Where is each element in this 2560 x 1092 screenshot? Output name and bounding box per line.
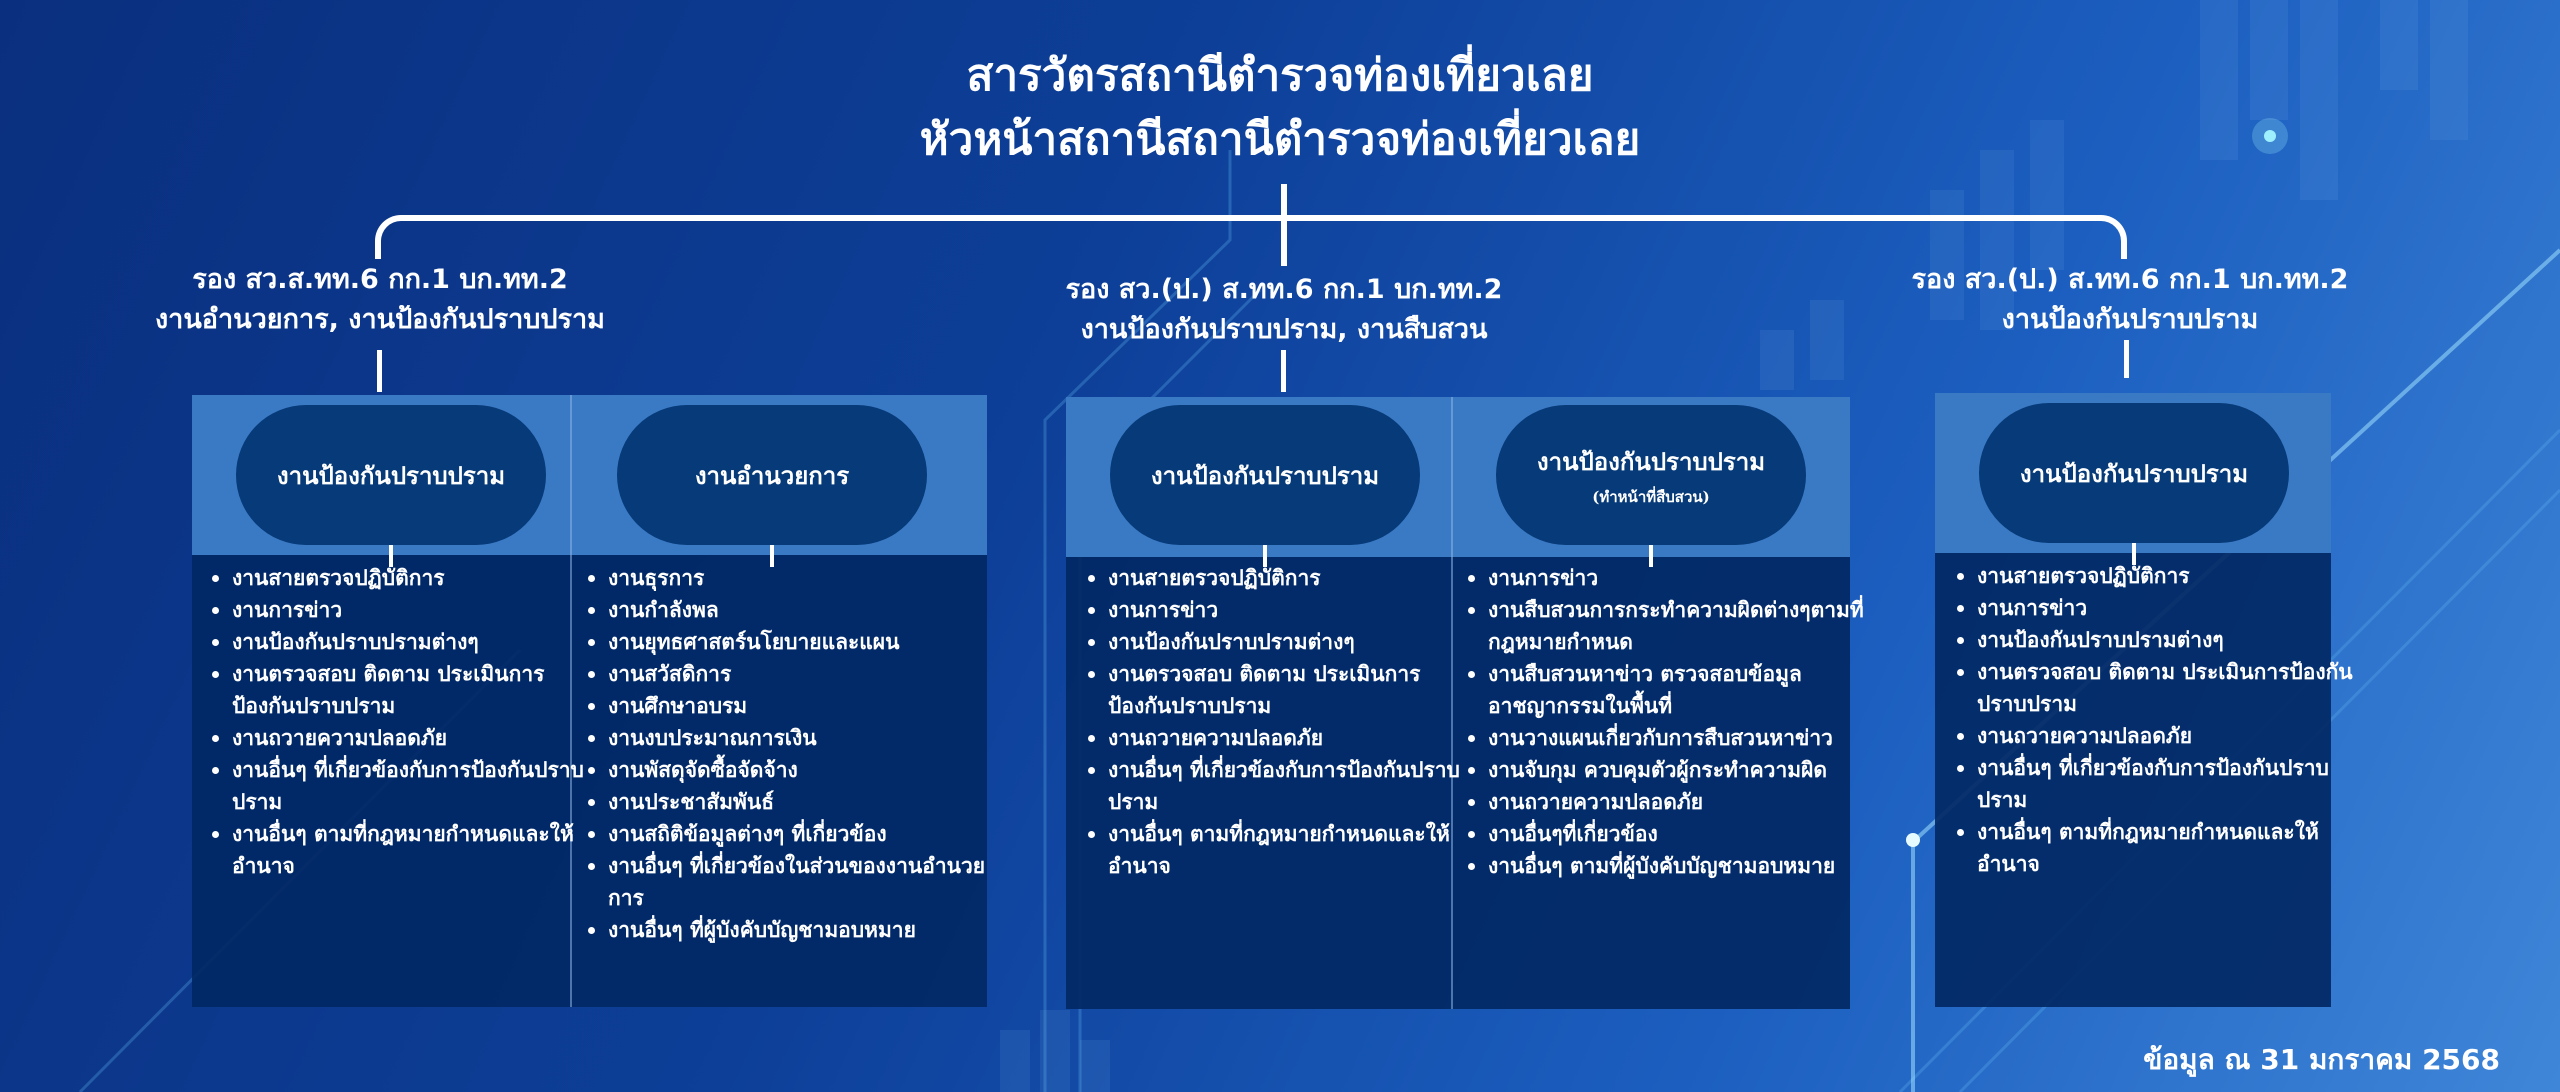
duty-item: • งานการข่าว [232,594,590,626]
duty-item: • งานงบประมาณการเงิน [608,722,1008,754]
duty-item: • งานถวายความปลอดภัย [1977,720,2353,752]
deputy-3-connector [2124,340,2129,378]
duty-item: • งานอื่นๆ ที่ผู้บังคับบัญชามอบหมาย [608,914,1008,946]
unit-title-prevention [1979,403,2289,543]
deputy-label-3 [1880,260,2380,340]
page-subtitle: หัวหน้าสถานีสถานีตำรวจท่องเที่ยวเลย [919,114,1641,165]
deputy-1-connector [377,350,382,392]
deputy-2-duty: งานป้องกันปราบปราม, งานสืบสวน [1080,314,1488,345]
unit-title-text: งานป้องกันปราบปราม [1150,460,1380,490]
duty-list-investigation [1458,562,1874,882]
unit-panel-1 [192,395,987,1007]
duty-list-prevention [1947,560,2353,880]
duty-item: • งานพัสดุจัดซื้อจัดจ้าง [608,754,1008,786]
duty-item: • งานตรวจสอบ ติดตาม ประเมินการป้องกันปราบปราม [1108,658,1474,722]
data-date-note: ข้อมูล ณ 31 มกราคม 2568 [2143,1043,2500,1076]
duty-item: • งานอื่นๆ ที่เกี่ยวข้องกับการป้องกันปราบปราม [232,754,590,818]
branch-connector [375,215,2127,259]
duty-item: • งานป้องกันปราบปรามต่างๆ [1108,626,1474,658]
duty-item: • งานอื่นๆ ตามที่กฎหมายกำหนดและให้อำนาจ [232,818,590,882]
duty-item: • งานสายตรวจปฏิบัติการ [232,562,590,594]
deputy-label-2 [1044,270,1524,350]
duty-list-prevention [202,562,590,882]
duty-item: • งานตรวจสอบ ติดตาม ประเมินการป้องกันปราบปราม [232,658,590,722]
duty-item: • งานการข่าว [1108,594,1474,626]
duty-item: • งานตรวจสอบ ติดตาม ประเมินการป้องกันปราบปราม [1977,656,2353,720]
deputy-2-title: รอง สว.(ป.) ส.ทท.6 กก.1 บก.ทท.2 [1065,274,1503,305]
deputy-label-1 [140,260,620,340]
duty-item: • งานประชาสัมพันธ์ [608,786,1008,818]
duty-item: • งานการข่าว [1977,592,2353,624]
deputy-1-duty: งานอำนวยการ, งานป้องกันปราบปราม [155,304,605,335]
duty-item: • งานถวายความปลอดภัย [232,722,590,754]
deputy-3-title: รอง สว.(ป.) ส.ทท.6 กก.1 บก.ทท.2 [1911,264,2349,295]
duty-list-admin [578,562,1008,946]
duty-item: • งานถวายความปลอดภัย [1108,722,1474,754]
duty-item: • งานอื่นๆ ที่เกี่ยวข้องกับการป้องกันปราบปราม [1108,754,1474,818]
duty-item: • งานป้องกันปราบปรามต่างๆ [232,626,590,658]
duty-item: • งานอื่นๆ ที่เกี่ยวข้องกับการป้องกันปราบปราม [1977,752,2353,816]
duty-item: • งานสายตรวจปฏิบัติการ [1977,560,2353,592]
duty-item: • งานจับกุม ควบคุมตัวผู้กระทำความผิด [1488,754,1874,786]
unit-subtitle: (ทำหน้าที่สืบสวน) [1592,487,1710,506]
duty-item: • งานสืบสวนหาข่าว ตรวจสอบข้อมูลอาชญากรรมในพื้นที่ [1488,658,1874,722]
duty-item: • งานสืบสวนการกระทำความผิดต่างๆตามที่กฎหมายกำหนด [1488,594,1874,658]
unit-panel-3 [1935,393,2353,1007]
duty-list-prevention [1078,562,1474,882]
unit-title-text: งานอำนวยการ [694,460,850,490]
unit-title-text: งานป้องกันปราบปราม [276,460,506,490]
page-title: สารวัตรสถานีตำรวจท่องเที่ยวเลย [966,50,1594,101]
duty-item: • งานวางแผนเกี่ยวกับการสืบสวนหาข่าว [1488,722,1874,754]
duty-item: • งานธุรการ [608,562,1008,594]
duty-item: • งานสถิติข้อมูลต่างๆ ที่เกี่ยวข้อง [608,818,1008,850]
deputy-3-duty: งานป้องกันปราบปราม [2001,304,2259,335]
duty-item: • งานอื่นๆ ตามที่ผู้บังคับบัญชามอบหมาย [1488,850,1874,882]
duty-item: • งานอื่นๆ ที่เกี่ยวข้องในส่วนของงานอำนวยการ [608,850,1008,914]
duty-item: • งานการข่าว [1488,562,1874,594]
duty-item: • งานป้องกันปราบปรามต่างๆ [1977,624,2353,656]
duty-item: • งานสายตรวจปฏิบัติการ [1108,562,1474,594]
duty-item: • งานกำลังพล [608,594,1008,626]
unit-title-investigation [1496,405,1806,545]
duty-item: • งานศึกษาอบรม [608,690,1008,722]
unit-title-admin [617,405,927,545]
unit-panel-2 [1066,397,1864,1009]
unit-title-prevention [236,405,546,545]
duty-item: • งานสวัสดิการ [608,658,1008,690]
duty-item: • งานอื่นๆที่เกี่ยวข้อง [1488,818,1874,850]
deputy-2-connector [1281,350,1286,392]
deputy-1-title: รอง สว.ส.ทท.6 กก.1 บก.ทท.2 [192,264,568,295]
unit-title-text: งานป้องกันปราบปราม [1536,446,1766,476]
duty-item: • งานอื่นๆ ตามที่กฎหมายกำหนดและให้อำนาจ [1977,816,2353,880]
duty-item: • งานถวายความปลอดภัย [1488,786,1874,818]
unit-title-prevention [1110,405,1420,545]
duty-item: • งานยุทธศาสตร์นโยบายและแผน [608,626,1008,658]
duty-item: • งานอื่นๆ ตามที่กฎหมายกำหนดและให้อำนาจ [1108,818,1474,882]
unit-title-text: งานป้องกันปราบปราม [2019,458,2249,488]
